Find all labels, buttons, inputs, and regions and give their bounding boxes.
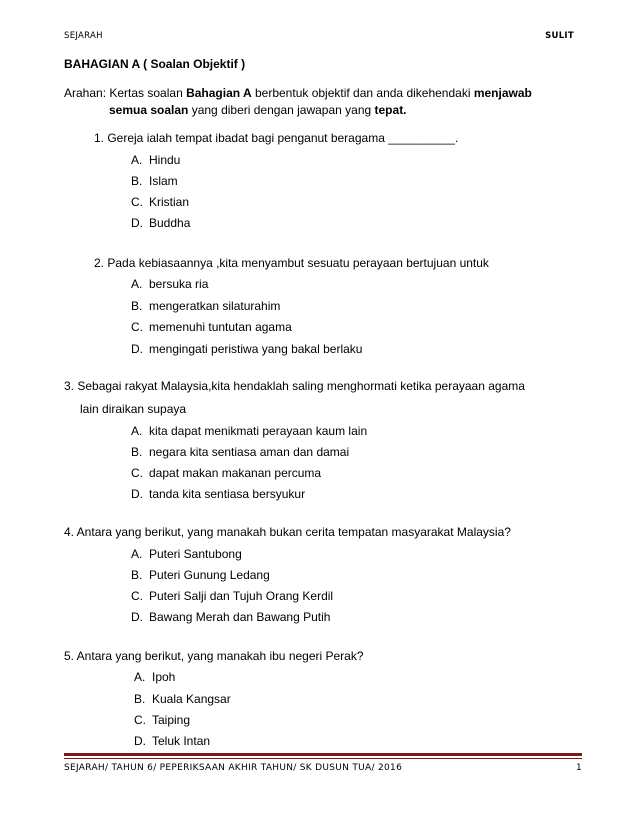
option-text: Ipoh	[152, 670, 176, 684]
instructions-line-2	[64, 102, 584, 119]
option-letter: A.	[131, 277, 143, 291]
q4-option-c[interactable]	[131, 589, 333, 603]
option-letter: B.	[131, 445, 143, 459]
q4-option-d[interactable]	[131, 610, 330, 624]
option-letter: D.	[131, 610, 143, 624]
q1-option-a[interactable]	[131, 153, 180, 167]
q3-option-a[interactable]	[131, 424, 367, 438]
instructions	[64, 85, 584, 119]
instructions-bold-1: Bahagian A	[186, 86, 252, 100]
q1-option-b[interactable]	[131, 174, 178, 188]
option-letter: A.	[134, 670, 146, 684]
question-4: 4. Antara yang berikut, yang manakah bukan cerita tempatan masyarakat Malaysia?	[64, 525, 511, 539]
footer-text: SEJARAH/ TAHUN 6/ PEPERIKSAAN AKHIR TAHUN/ SK DUSUN TUA/ 2016	[64, 763, 403, 773]
option-text: negara kita sentiasa aman dan damai	[149, 445, 350, 459]
q2-option-d[interactable]	[131, 342, 362, 356]
question-3-continued: lain diraikan supaya	[80, 402, 187, 416]
q1-option-d[interactable]	[131, 216, 190, 230]
instructions-bold-3: semua soalan	[109, 103, 189, 117]
instructions-text-2: berbentuk objektif dan anda dikehendaki	[251, 86, 474, 100]
option-text: Buddha	[149, 216, 191, 230]
option-text: memenuhi tuntutan agama	[149, 320, 292, 334]
option-letter: A.	[131, 424, 143, 438]
q2-option-b[interactable]	[131, 299, 280, 313]
option-letter: C.	[131, 320, 143, 334]
option-text: Bawang Merah dan Bawang Putih	[149, 610, 331, 624]
q2-option-c[interactable]	[131, 320, 292, 334]
q5-option-b[interactable]	[134, 692, 231, 706]
option-letter: B.	[131, 568, 143, 582]
instructions-bold-2: menjawab	[473, 86, 532, 100]
option-letter: B.	[134, 692, 146, 706]
option-text: Teluk Intan	[152, 734, 211, 748]
option-text: Kristian	[149, 195, 190, 209]
option-text: Hindu	[149, 153, 181, 167]
option-text: mengingati peristiwa yang bakal berlaku	[149, 342, 363, 356]
q5-option-a[interactable]	[134, 670, 175, 684]
header-subject: SEJARAH	[64, 31, 103, 41]
instructions-bold-4: tepat.	[374, 103, 407, 117]
q4-option-b[interactable]	[131, 568, 270, 582]
option-text: dapat makan makanan percuma	[149, 466, 322, 480]
q3-option-b[interactable]	[131, 445, 349, 459]
option-letter: C.	[134, 713, 146, 727]
footer-divider-thick	[64, 753, 582, 756]
question-2: 2. Pada kebiasaannya ,kita menyambut sesuatu perayaan bertujuan untuk	[94, 256, 489, 270]
option-text: bersuka ria	[149, 277, 209, 291]
option-letter: D.	[134, 734, 146, 748]
option-text: Puteri Gunung Ledang	[149, 568, 270, 582]
q1-option-c[interactable]	[131, 195, 189, 209]
option-text: kita dapat menikmati perayaan kaum lain	[149, 424, 368, 438]
option-text: Taiping	[152, 713, 191, 727]
option-text: mengeratkan silaturahim	[149, 299, 281, 313]
option-text: tanda kita sentiasa bersyukur	[149, 487, 306, 501]
header-classification: SULIT	[545, 31, 574, 41]
footer-divider-thin	[64, 758, 582, 759]
q4-option-a[interactable]	[131, 547, 242, 561]
option-letter: B.	[131, 174, 143, 188]
page-header	[64, 31, 574, 41]
option-letter: D.	[131, 487, 143, 501]
q5-option-d[interactable]	[134, 734, 210, 748]
question-1: 1. Gereja ialah tempat ibadat bagi penganut beragama __________.	[94, 131, 459, 145]
question-5: 5. Antara yang berikut, yang manakah ibu negeri Perak?	[64, 649, 364, 663]
section-title: BAHAGIAN A ( Soalan Objektif )	[64, 57, 246, 71]
option-letter: D.	[131, 342, 143, 356]
option-letter: C.	[131, 195, 143, 209]
q3-option-c[interactable]	[131, 466, 321, 480]
option-letter: B.	[131, 299, 143, 313]
option-text: Kuala Kangsar	[152, 692, 231, 706]
q5-option-c[interactable]	[134, 713, 190, 727]
option-letter: D.	[131, 216, 143, 230]
page-footer	[64, 763, 582, 773]
instructions-text-1: Arahan: Kertas soalan	[64, 86, 187, 100]
option-letter: A.	[131, 547, 143, 561]
option-letter: C.	[131, 466, 143, 480]
option-text: Puteri Salji dan Tujuh Orang Kerdil	[149, 589, 334, 603]
question-3: 3. Sebagai rakyat Malaysia,kita hendaklah saling menghormati ketika perayaan agama	[64, 379, 525, 393]
page-number: 1	[575, 763, 582, 773]
q2-option-a[interactable]	[131, 277, 208, 291]
q3-option-d[interactable]	[131, 487, 305, 501]
option-letter: C.	[131, 589, 143, 603]
option-text: Puteri Santubong	[149, 547, 242, 561]
option-text: Islam	[149, 174, 178, 188]
option-letter: A.	[131, 153, 143, 167]
instructions-text-3: yang diberi dengan jawapan yang	[188, 103, 375, 117]
